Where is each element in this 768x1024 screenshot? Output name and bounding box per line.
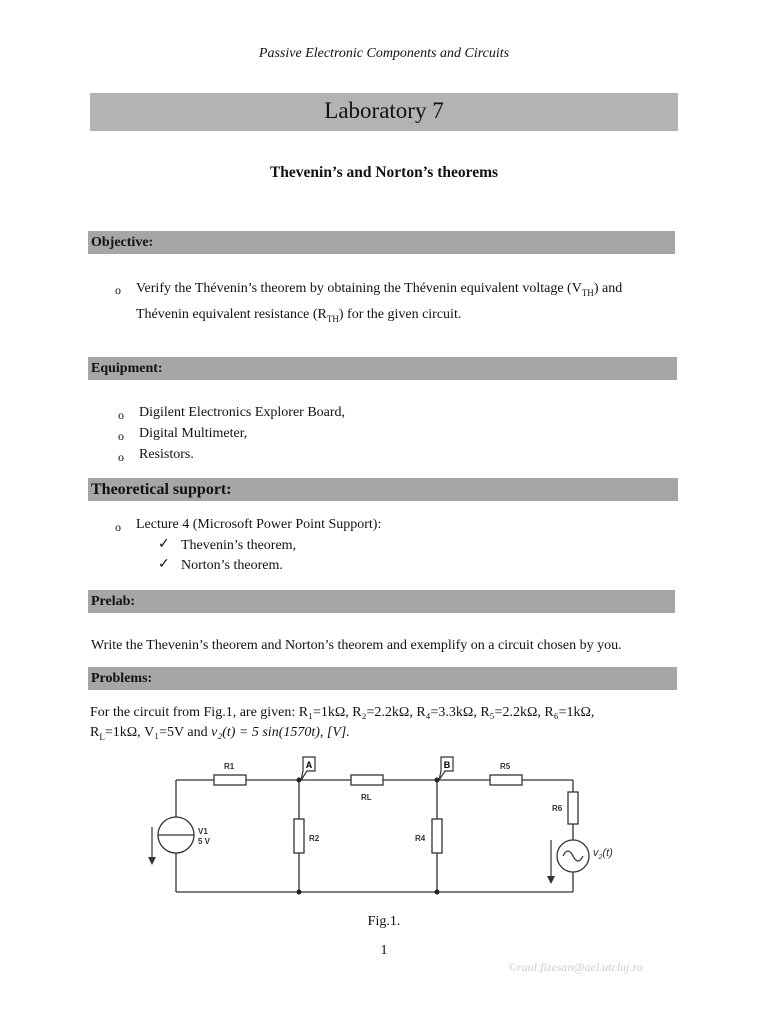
node-a-marker [301,757,315,780]
label-v1-value: 5 V [198,837,211,846]
problems-heading: Problems: [88,667,677,690]
objective-line-2: Thévenin equivalent resistance $(R_{TH})$ for the given circuit. [136,307,462,324]
label-r6: R6 [552,804,563,813]
label-r5: R5 [500,762,511,771]
page-number: 1 [380,943,388,958]
label-v1: V1 [198,827,208,836]
svg-text:B: B [443,760,451,770]
equipment-bullet: o [118,429,124,443]
problems-line-2: $R_L=1k\Omega$, V₁=5V and v₂(t) = 5 sin(1570t), [V]. [90,725,350,742]
objective-heading: Objective: [88,231,675,254]
equipment-item: Digital Multimeter, [139,426,248,441]
theory-item: Lecture 4 (Microsoft Power Point Support): [136,517,382,532]
label-rl: RL [361,793,372,802]
theory-bullet: o [115,520,121,534]
objective-line-1: Verify the Thévenin’s theorem by obtaining the Thévenin equivalent voltage $(V_{TH})$ and [136,281,623,298]
dc-source-v1 [148,817,194,865]
resistor-r4 [432,819,442,853]
resistor-r1 [214,775,246,785]
problems-line-1: For the circuit from Fig.1, are given: R₁=1kΩ, R₂=2.2kΩ, R₄=3.3kΩ, R₅=2.2kΩ, R₆=1kΩ, [90,705,595,720]
node-b-marker [439,757,453,780]
objective-bullet: o [115,283,121,297]
checkmark-icon: ✓ [158,537,170,552]
document-header: Passive Electronic Components and Circuits [258,46,510,61]
prelab-heading: Prelab: [88,590,675,613]
equipment-item: Resistors. [139,447,194,462]
resistor-r6 [568,792,578,824]
checkmark-icon: ✓ [158,557,170,572]
resistor-r2 [294,819,304,853]
ac-source-v2 [547,840,589,884]
label-r2: R2 [309,834,320,843]
equipment-item: Digilent Electronics Explorer Board, [139,405,346,420]
theory-heading: Theoretical support: [88,478,678,501]
figure-caption: Fig.1. [367,914,401,929]
equipment-heading: Equipment: [88,357,677,380]
label-r1: R1 [224,762,235,771]
resistor-r5 [490,775,522,785]
watermark: ©raul.fizesan@ael.utcluj.ro [508,960,643,974]
circuit-diagram [140,745,613,905]
svg-text:A: A [305,760,313,770]
theory-subitem: Thevenin’s theorem, [181,538,297,553]
prelab-text: Write the Thevenin’s theorem and Norton’s theorem and exemplify on a circuit chosen by you. [91,638,622,653]
page-subtitle: Thevenin’s and Norton’s theorems [269,164,499,181]
resistor-rl [351,775,383,785]
page-title: Laboratory 7 [324,98,444,123]
equipment-bullet: o [118,450,124,464]
label-v2: $v_2(t)$ [593,847,613,861]
equipment-bullet: o [118,408,124,422]
theory-subitem: Norton’s theorem. [181,558,283,573]
label-r4: R4 [415,834,426,843]
title-bar [90,93,678,131]
